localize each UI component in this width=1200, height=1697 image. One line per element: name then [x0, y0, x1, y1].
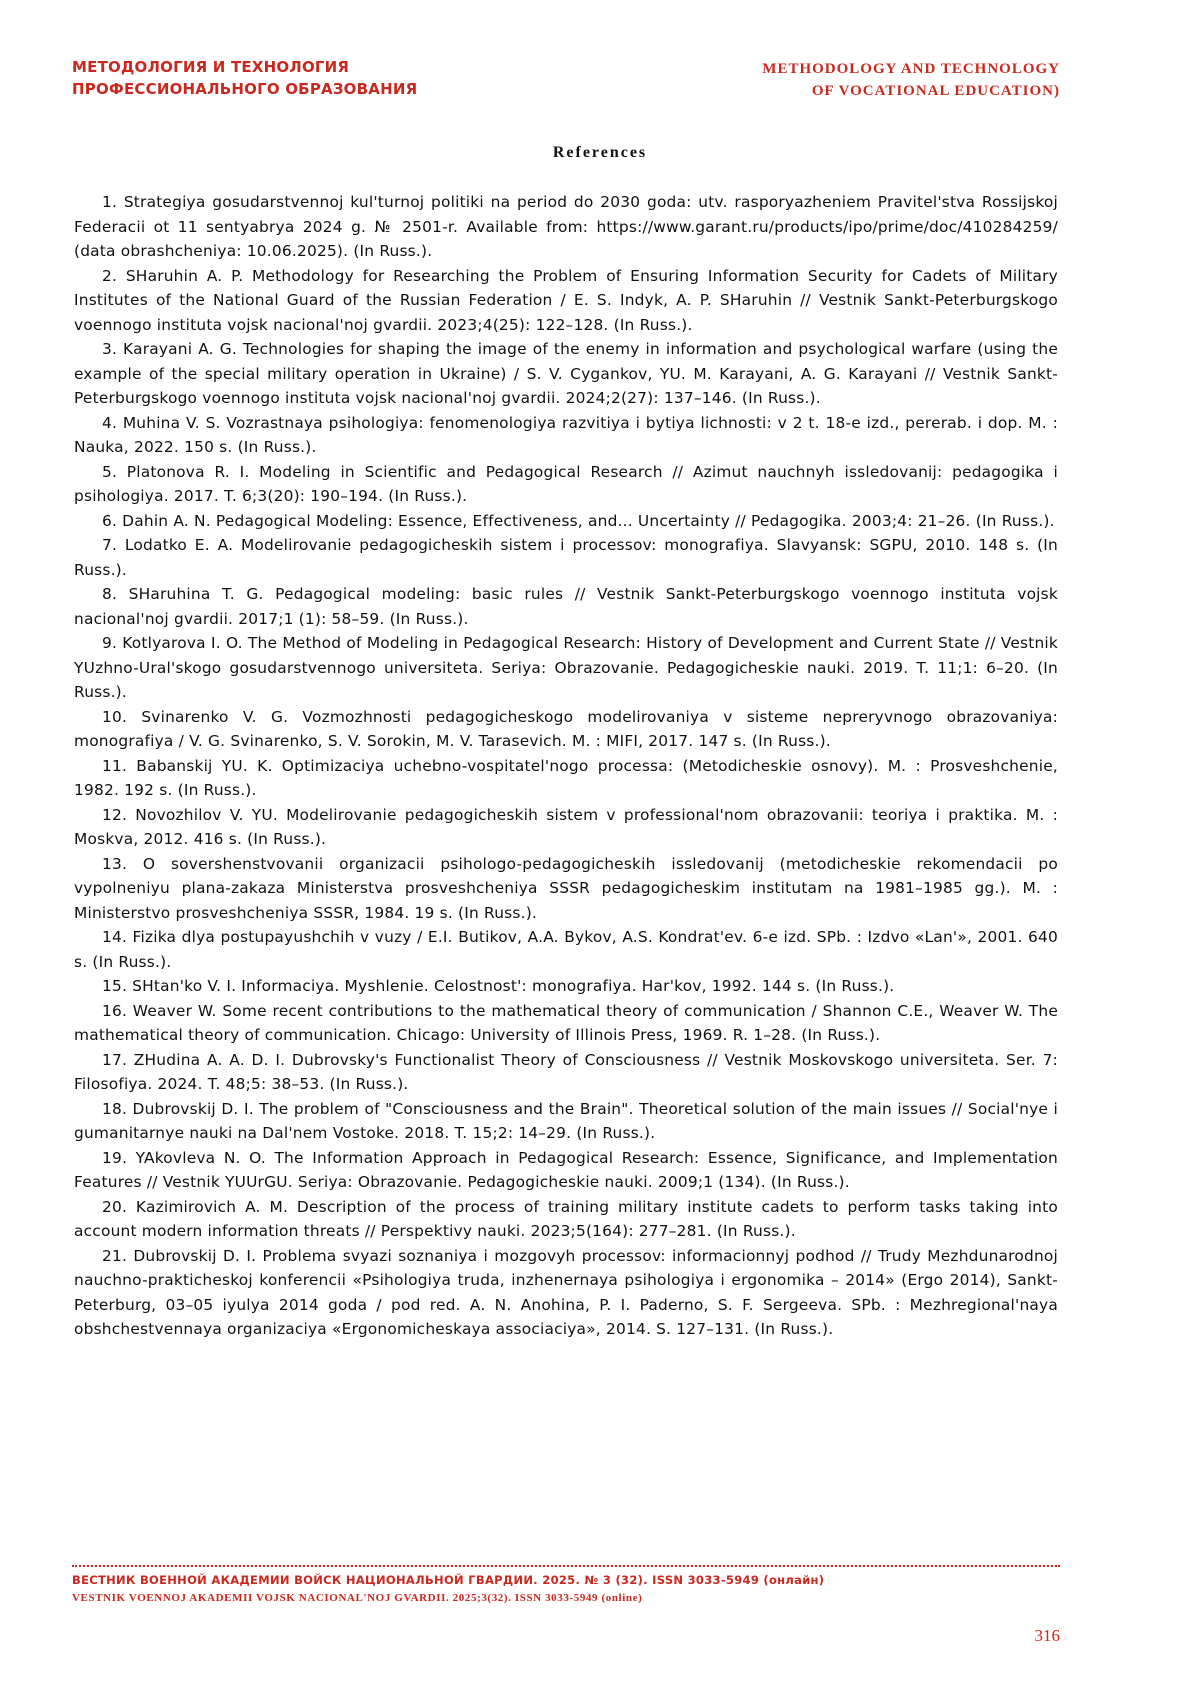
reference-item: 1. Strategiya gosudarstvennoj kul'turnoj politiki na period do 2030 goda: utv. rasporyazheniem Pravitel'stva Rossijskoj Federacii ot 11 sentyabrya 2024 g. № 2501-r. Available from: https://www.garant.ru/products/ipo/prime/doc/410284259/ (data obrashcheniya: 10.06.2025). (In Russ.).	[74, 193, 1058, 260]
footer-journal-en: VESTNIK VOENNOJ AKADEMII VOJSK NACIONAL'NOJ GVARDII. 2025;3(32). ISSN 3033-5949 (online)	[72, 1592, 643, 1604]
header-ru-line-2: ПРОФЕССИОНАЛЬНОГО ОБРАЗОВАНИЯ	[72, 80, 418, 98]
references-list	[74, 190, 1058, 1342]
journal-header-en	[762, 58, 1060, 102]
reference-item: 21. Dubrovskij D. I. Problema svyazi soznaniya i mozgovyh processov: informacionnyj podhod // Trudy Mezhdunarodnoj nauchno-prakticheskoj konferencii «Psihologiya truda, inzhenernaya psihologiya i ergonomika – 2014» (Ergo 2014), Sankt-Peterburg, 03–05 iyulya 2014 goda / pod red. A. N. Anohina, P. I. Paderno, S. F. Sergeeva. SPb. : Mezhregional'naya obshchestvennaya organizaciya «Ergonomicheskaya associaciya», 2014. S. 127–131. (In Russ.).	[74, 1246, 1058, 1338]
reference-item: 18. Dubrovskij D. I. The problem of "Consciousness and the Brain". Theoretical solution of the main issues // Social'nye i gumanitarnye nauki na Dal'nem Vostoke. 2018. T. 15;2: 14–29. (In Russ.).	[74, 1099, 1058, 1142]
reference-item: 12. Novozhilov V. YU. Modelirovanie pedagogicheskih sistem v professional'nom obrazovanii: teoriya i praktika. M. : Moskva, 2012. 416 s. (In Russ.).	[74, 805, 1058, 848]
header-en-line-2: OF VOCATIONAL EDUCATION)	[811, 83, 1060, 99]
reference-item: 3. Karayani A. G. Technologies for shaping the image of the enemy in information and psychological warfare (using the example of the special military operation in Ukraine) / S. V. Cygankov, YU. M. Karayani, A. G. Karayani // Vestnik Sankt-Peterburgskogo voennogo instituta vojsk nacional'noj gvardii. 2024;2(27): 137–146. (In Russ.).	[74, 340, 1058, 407]
reference-item: 6. Dahin A. N. Pedagogical Modeling: Essence, Effectiveness, and... Uncertainty // Pedagogika. 2003;4: 21–26. (In Russ.).	[102, 511, 1055, 530]
reference-item: 11. Babanskij YU. K. Optimizaciya uchebno-vospitatel'nogo processa: (Metodicheskie osnovy). M. : Prosveshchenie, 1982. 192 s. (In Russ.).	[74, 756, 1058, 799]
header-ru-line-1: МЕТОДОЛОГИЯ И ТЕХНОЛОГИЯ	[72, 58, 350, 76]
journal-header-ru	[72, 56, 417, 100]
reference-item: 10. Svinarenko V. G. Vozmozhnosti pedagogicheskogo modelirovaniya v sisteme nepreryvnogo obrazovaniya: monografiya / V. G. Svinarenko, S. V. Sorokin, M. V. Tarasevich. M. : MIFI, 2017. 147 s. (In Russ.).	[74, 707, 1058, 750]
reference-item: 19. YAkovleva N. O. The Information Approach in Pedagogical Research: Essence, Significance, and Implementation Features // Vestnik YUUrGU. Seriya: Obrazovanie. Pedagogicheskie nauki. 2009;1 (134). (In Russ.).	[74, 1148, 1058, 1191]
reference-item: 4. Muhina V. S. Vozrastnaya psihologiya: fenomenologiya razvitiya i bytiya lichnosti: v 2 t. 18-e izd., pererab. i dop. M. : Nauka, 2022. 150 s. (In Russ.).	[74, 413, 1058, 456]
reference-item: 8. SHaruhina T. G. Pedagogical modeling: basic rules // Vestnik Sankt-Peterburgskogo voennogo instituta vojsk nacional'noj gvardii. 2017;1 (1): 58–59. (In Russ.).	[74, 585, 1058, 628]
footer-journal-ru: ВЕСТНИК ВОЕННОЙ АКАДЕМИИ ВОЙСК НАЦИОНАЛЬНОЙ ГВАРДИИ. 2025. № 3 (32). ISSN 3033-5949 (онлайн)	[72, 1573, 825, 1587]
section-title: References	[552, 144, 648, 161]
header-en-line-1: METHODOLOGY AND TECHNOLOGY	[762, 61, 1060, 77]
reference-item: 2. SHaruhin A. P. Methodology for Researching the Problem of Ensuring Information Security for Cadets of Military Institutes of the National Guard of the Russian Federation / E. S. Indyk, A. P. SHaruhin // Vestnik Sankt-Peterburgskogo voennogo instituta vojsk nacional'noj gvardii. 2023;4(25): 122–128. (In Russ.).	[74, 266, 1058, 334]
reference-item: 14. Fizika dlya postupayushchih v vuzy / E.I. Butikov, A.A. Bykov, A.S. Kondrat'ev. 6-e izd. SPb. : Izdvo «Lan'», 2001. 640 s. (In Russ.).	[74, 928, 1058, 971]
reference-item: 5. Platonova R. I. Modeling in Scientific and Pedagogical Research // Azimut nauchnyh issledovanij: pedagogika i psihologiya. 2017. T. 6;3(20): 190–194. (In Russ.).	[74, 462, 1058, 505]
reference-item: 15. SHtan'ko V. I. Informaciya. Myshlenie. Celostnost': monografiya. Har'kov, 1992. 144 s. (In Russ.).	[102, 977, 895, 995]
reference-item: 13. O sovershenstvovanii organizacii psihologo-pedagogicheskih issledovanij (metodicheskie rekomendacii po vypolneniyu plana-zakaza Ministerstva prosveshcheniya SSSR pedagogicheskim institutam na 1981–1985 gg.). M. : Ministerstvo prosveshcheniya SSSR, 1984. 19 s. (In Russ.).	[74, 854, 1058, 922]
page-number: 316	[1034, 1626, 1060, 1645]
reference-item: 16. Weaver W. Some recent contributions to the mathematical theory of communication / Shannon C.E., Weaver W. The mathematical theory of communication. Chicago: University of Illinois Press, 1969. R. 1–28. (In Russ.).	[74, 1001, 1058, 1044]
reference-item: 7. Lodatko E. A. Modelirovanie pedagogicheskih sistem i processov: monografiya. Slavyansk: SGPU, 2010. 148 s. (In Russ.).	[74, 536, 1058, 579]
reference-item: 9. Kotlyarova I. O. The Method of Modeling in Pedagogical Research: History of Development and Current State // Vestnik YUzhno-Ural'skogo gosudarstvennogo universiteta. Seriya: Obrazovanie. Pedagogicheskie nauki. 2019. T. 11;1: 6–20. (In Russ.).	[74, 634, 1058, 701]
reference-item: 17. ZHudina A. A. D. I. Dubrovsky's Functionalist Theory of Consciousness // Vestnik Moskovskogo universiteta. Ser. 7: Filosofiya. 2024. T. 48;5: 38–53. (In Russ.).	[74, 1050, 1058, 1093]
reference-item: 20. Kazimirovich A. M. Description of the process of training military institute cadets to perform tasks taking into account modern information threats // Perspektivy nauki. 2023;5(164): 277–281. (In Russ.).	[74, 1197, 1058, 1240]
footer-divider	[72, 1565, 1060, 1567]
